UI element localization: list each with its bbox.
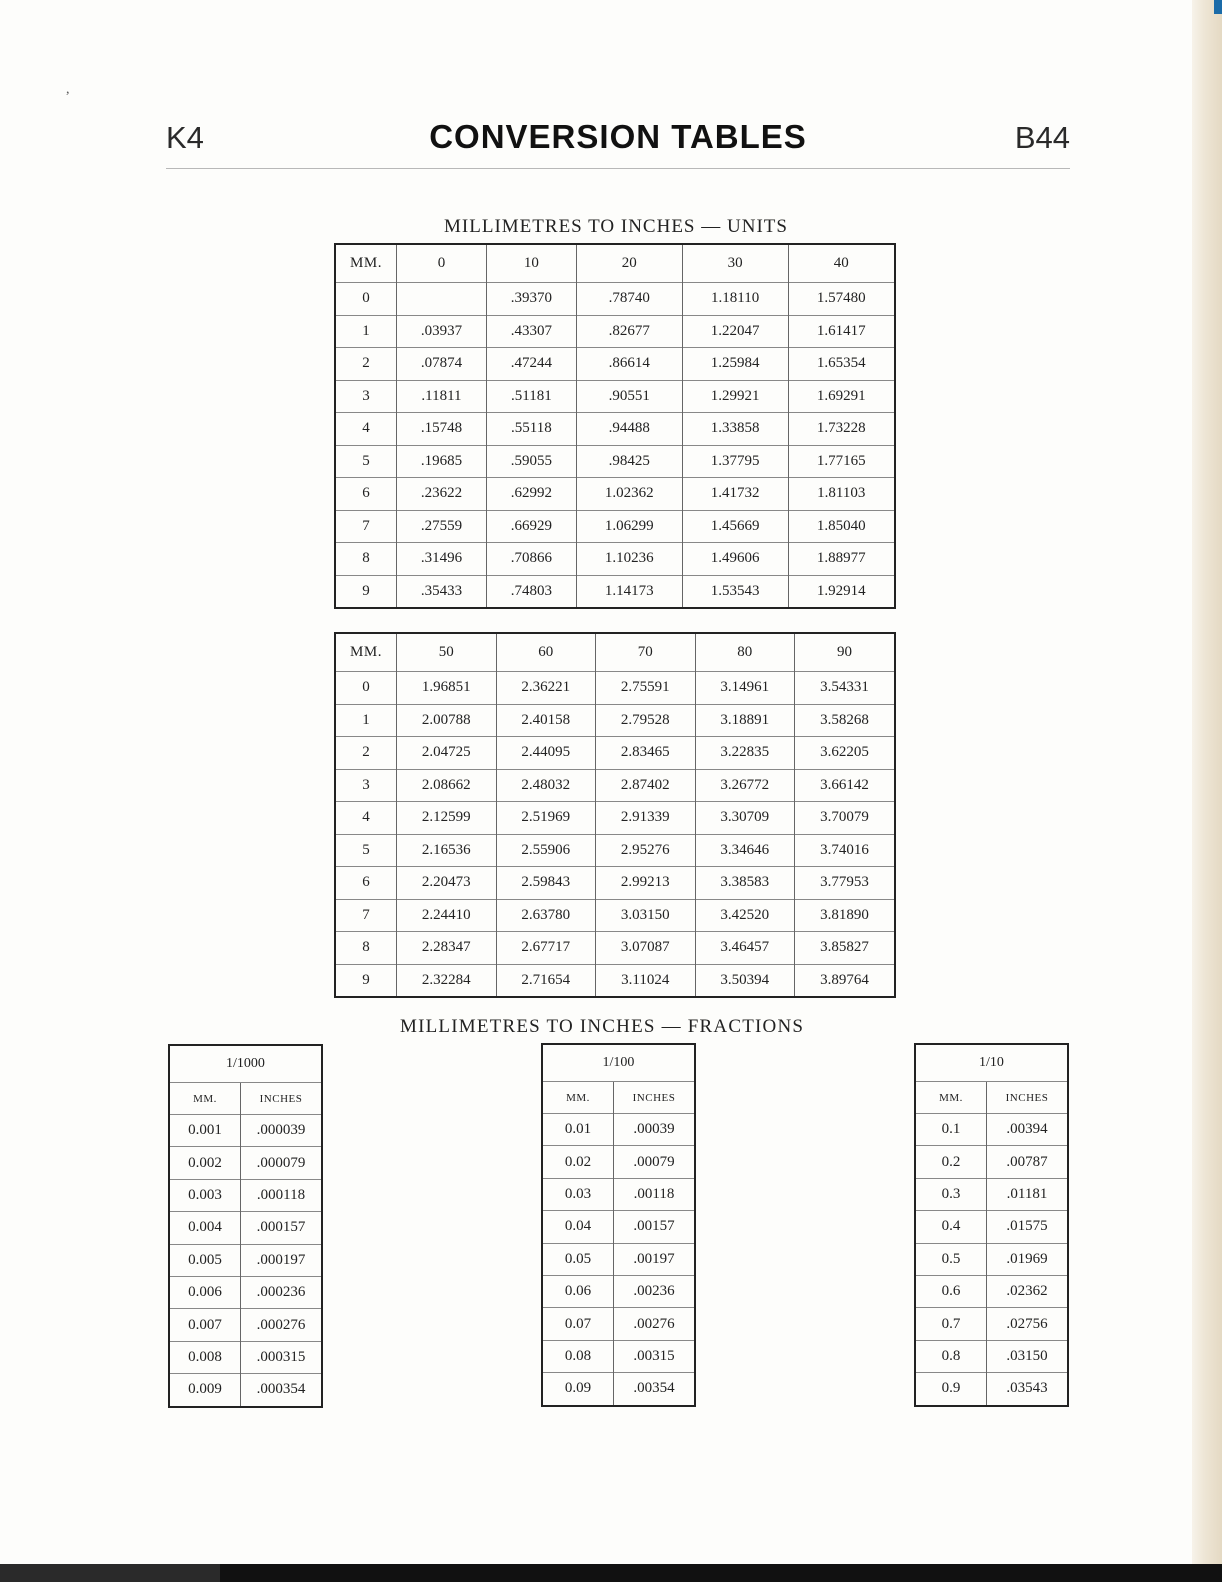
page-edge-mark — [1214, 0, 1222, 14]
inch-value-cell: 2.48032 — [496, 769, 596, 802]
inch-value-cell: .000157 — [241, 1212, 323, 1244]
inch-value-cell: .00354 — [614, 1373, 696, 1406]
table-row — [169, 1179, 322, 1211]
mm-value-cell: 0.002 — [169, 1147, 241, 1179]
inch-value-cell: .47244 — [486, 348, 576, 381]
mm-column-header: MM. — [915, 1082, 987, 1114]
table-row — [335, 932, 895, 965]
inch-value-cell: .11811 — [397, 380, 487, 413]
table-row — [335, 672, 895, 705]
inch-value-cell: 1.10236 — [576, 543, 682, 576]
inches-column-header: INCHES — [987, 1082, 1069, 1114]
inch-value-cell: 1.29921 — [682, 380, 788, 413]
inch-value-cell: .23622 — [397, 478, 487, 511]
mm-column-header: MM. — [169, 1083, 241, 1115]
inch-value-cell: 1.18110 — [682, 283, 788, 316]
inch-value-cell: .66929 — [486, 510, 576, 543]
mm-column-header: MM. — [335, 244, 397, 283]
inch-value-cell: 1.49606 — [682, 543, 788, 576]
mm-value-cell: 0.5 — [915, 1243, 987, 1275]
inch-value-cell: 2.20473 — [397, 867, 497, 900]
column-header: 90 — [795, 633, 896, 672]
table-row — [915, 1211, 1068, 1243]
inch-value-cell: .00276 — [614, 1308, 696, 1340]
inch-value-cell: .00315 — [614, 1340, 696, 1372]
table-row — [542, 1178, 695, 1210]
row-mm-value: 6 — [335, 478, 397, 511]
inch-value-cell: .70866 — [486, 543, 576, 576]
table-row — [915, 1114, 1068, 1146]
inch-value-cell: .86614 — [576, 348, 682, 381]
mm-column-header: MM. — [335, 633, 397, 672]
page-title: CONVERSION TABLES — [429, 118, 807, 155]
inch-value-cell: 3.81890 — [795, 899, 896, 932]
row-mm-value: 3 — [335, 769, 397, 802]
mm-value-cell: 0.005 — [169, 1244, 241, 1276]
mm-value-cell: 0.7 — [915, 1308, 987, 1340]
inch-value-cell: 1.77165 — [788, 445, 895, 478]
page-code: B44 — [1014, 120, 1070, 155]
inch-value-cell: 2.95276 — [596, 834, 696, 867]
inch-value-cell: .00039 — [614, 1114, 696, 1146]
inch-value-cell: .01969 — [987, 1243, 1069, 1275]
inch-value-cell: 2.08662 — [397, 769, 497, 802]
inch-value-cell: 2.55906 — [496, 834, 596, 867]
units-table-50-99 — [334, 632, 896, 998]
mm-value-cell: 0.007 — [169, 1309, 241, 1341]
table-row — [335, 802, 895, 835]
mm-value-cell: 0.3 — [915, 1178, 987, 1210]
mm-value-cell: 0.04 — [542, 1211, 614, 1243]
inch-value-cell: 2.00788 — [397, 704, 497, 737]
fraction-title: 1/100 — [542, 1044, 695, 1082]
inch-value-cell: .55118 — [486, 413, 576, 446]
inch-value-cell: .51181 — [486, 380, 576, 413]
mm-value-cell: 0.2 — [915, 1146, 987, 1178]
inch-value-cell: .00079 — [614, 1146, 696, 1178]
scan-speck: , — [66, 82, 70, 97]
row-mm-value: 3 — [335, 380, 397, 413]
row-mm-value: 9 — [335, 575, 397, 608]
inch-value-cell: .59055 — [486, 445, 576, 478]
table-row — [169, 1309, 322, 1341]
inch-value-cell: 3.14961 — [695, 672, 795, 705]
fraction-table-thousandths — [168, 1044, 323, 1408]
table-row — [335, 704, 895, 737]
mm-value-cell: 0.03 — [542, 1178, 614, 1210]
mm-value-cell: 0.006 — [169, 1276, 241, 1308]
table-row — [335, 543, 895, 576]
mm-value-cell: 0.08 — [542, 1340, 614, 1372]
inch-value-cell: 1.81103 — [788, 478, 895, 511]
inch-value-cell: 3.50394 — [695, 964, 795, 997]
table-row — [335, 834, 895, 867]
inch-value-cell: .01575 — [987, 1211, 1069, 1243]
mm-value-cell: 0.06 — [542, 1275, 614, 1307]
inch-value-cell: .07874 — [397, 348, 487, 381]
table-row — [335, 964, 895, 997]
inch-value-cell: .43307 — [486, 315, 576, 348]
inch-value-cell: .15748 — [397, 413, 487, 446]
inch-value-cell: 1.33858 — [682, 413, 788, 446]
inch-value-cell: 1.57480 — [788, 283, 895, 316]
inch-value-cell: 1.02362 — [576, 478, 682, 511]
inch-value-cell: .000039 — [241, 1115, 323, 1147]
inch-value-cell: .62992 — [486, 478, 576, 511]
inches-column-header: INCHES — [614, 1082, 696, 1114]
inch-value-cell: .00787 — [987, 1146, 1069, 1178]
inch-value-cell: 1.22047 — [682, 315, 788, 348]
inches-column-header: INCHES — [241, 1083, 323, 1115]
table-row — [542, 1275, 695, 1307]
row-mm-value: 2 — [335, 348, 397, 381]
fraction-title-row — [169, 1045, 322, 1083]
page-header — [166, 108, 1070, 169]
header-row — [335, 244, 895, 283]
table-row — [915, 1178, 1068, 1210]
header-row — [335, 633, 895, 672]
table-row — [169, 1212, 322, 1244]
table-row — [335, 737, 895, 770]
row-mm-value: 6 — [335, 867, 397, 900]
row-mm-value: 0 — [335, 283, 397, 316]
inch-value-cell: .000354 — [241, 1374, 323, 1407]
inch-value-cell: 3.66142 — [795, 769, 896, 802]
inch-value-cell: .000118 — [241, 1179, 323, 1211]
inch-value-cell: .82677 — [576, 315, 682, 348]
inch-value-cell: 2.67717 — [496, 932, 596, 965]
column-header: 80 — [695, 633, 795, 672]
table-row — [915, 1308, 1068, 1340]
inch-value-cell: 2.44095 — [496, 737, 596, 770]
table-row — [915, 1373, 1068, 1406]
fraction-title-row — [542, 1044, 695, 1082]
inch-value-cell: .00118 — [614, 1178, 696, 1210]
table-row — [335, 445, 895, 478]
mm-column-header: MM. — [542, 1082, 614, 1114]
table-row — [335, 478, 895, 511]
mm-value-cell: 0.8 — [915, 1340, 987, 1372]
table-row — [542, 1373, 695, 1406]
inch-value-cell: 2.12599 — [397, 802, 497, 835]
inch-value-cell: .03937 — [397, 315, 487, 348]
inch-value-cell: .000236 — [241, 1276, 323, 1308]
inch-value-cell: 1.69291 — [788, 380, 895, 413]
column-header: 10 — [486, 244, 576, 283]
inch-value-cell: 3.07087 — [596, 932, 696, 965]
inch-value-cell: .35433 — [397, 575, 487, 608]
inch-value-cell: .27559 — [397, 510, 487, 543]
fraction-title-row — [915, 1044, 1068, 1082]
table-row — [915, 1146, 1068, 1178]
inch-value-cell: 3.54331 — [795, 672, 896, 705]
section-code: K4 — [166, 120, 204, 155]
row-mm-value: 0 — [335, 672, 397, 705]
fraction-title: 1/10 — [915, 1044, 1068, 1082]
mm-value-cell: 0.008 — [169, 1341, 241, 1373]
table-row — [915, 1243, 1068, 1275]
fractions-caption: MILLIMETRES TO INCHES — FRACTIONS — [400, 1016, 805, 1037]
units-table-0-49 — [334, 243, 896, 609]
column-header: 60 — [496, 633, 596, 672]
mm-value-cell: 0.003 — [169, 1179, 241, 1211]
inch-value-cell: 2.87402 — [596, 769, 696, 802]
inch-value-cell: 3.22835 — [695, 737, 795, 770]
column-header: 50 — [397, 633, 497, 672]
table-row — [169, 1115, 322, 1147]
table-row — [169, 1147, 322, 1179]
inch-value-cell: 2.40158 — [496, 704, 596, 737]
inch-value-cell: 3.89764 — [795, 964, 896, 997]
inch-value-cell: .19685 — [397, 445, 487, 478]
inch-value-cell: .98425 — [576, 445, 682, 478]
inch-value-cell: 3.18891 — [695, 704, 795, 737]
mm-value-cell: 0.9 — [915, 1373, 987, 1406]
inch-value-cell: .000079 — [241, 1147, 323, 1179]
table-row — [335, 867, 895, 900]
row-mm-value: 1 — [335, 704, 397, 737]
table-row — [335, 380, 895, 413]
inch-value-cell: 1.92914 — [788, 575, 895, 608]
inch-value-cell: .94488 — [576, 413, 682, 446]
inch-value-cell: 3.62205 — [795, 737, 896, 770]
inch-value-cell: 3.42520 — [695, 899, 795, 932]
mm-value-cell: 0.009 — [169, 1374, 241, 1407]
inch-value-cell: 3.58268 — [795, 704, 896, 737]
inch-value-cell: 2.28347 — [397, 932, 497, 965]
inch-value-cell: 3.46457 — [695, 932, 795, 965]
table-row — [915, 1275, 1068, 1307]
inch-value-cell: 2.51969 — [496, 802, 596, 835]
inch-value-cell: 3.26772 — [695, 769, 795, 802]
inch-value-cell: 1.41732 — [682, 478, 788, 511]
inch-value-cell: 1.96851 — [397, 672, 497, 705]
inch-value-cell: .00236 — [614, 1275, 696, 1307]
inch-value-cell: 3.70079 — [795, 802, 896, 835]
inch-value-cell: 1.53543 — [682, 575, 788, 608]
inch-value-cell: 2.16536 — [397, 834, 497, 867]
table-row — [169, 1341, 322, 1373]
table-row — [335, 413, 895, 446]
inch-value-cell: .000276 — [241, 1309, 323, 1341]
mm-value-cell: 0.4 — [915, 1211, 987, 1243]
inch-value-cell: 3.74016 — [795, 834, 896, 867]
mm-value-cell: 0.09 — [542, 1373, 614, 1406]
inch-value-cell: 2.83465 — [596, 737, 696, 770]
inch-value-cell: 2.04725 — [397, 737, 497, 770]
fraction-table-hundredths — [541, 1043, 696, 1407]
inch-value-cell: 2.59843 — [496, 867, 596, 900]
inch-value-cell: 3.85827 — [795, 932, 896, 965]
inch-value-cell: .78740 — [576, 283, 682, 316]
inch-value-cell: 2.32284 — [397, 964, 497, 997]
inch-value-cell: .02756 — [987, 1308, 1069, 1340]
row-mm-value: 5 — [335, 834, 397, 867]
inch-value-cell: 1.65354 — [788, 348, 895, 381]
column-header-row — [915, 1082, 1068, 1114]
inch-value-cell: 1.25984 — [682, 348, 788, 381]
row-mm-value: 2 — [335, 737, 397, 770]
table-row — [335, 315, 895, 348]
inch-value-cell: .00157 — [614, 1211, 696, 1243]
mm-value-cell: 0.02 — [542, 1146, 614, 1178]
table-row — [542, 1146, 695, 1178]
inch-value-cell: 1.88977 — [788, 543, 895, 576]
inch-value-cell: 1.14173 — [576, 575, 682, 608]
column-header: 40 — [788, 244, 895, 283]
units-caption: MILLIMETRES TO INCHES — UNITS — [444, 216, 788, 237]
inch-value-cell: 2.63780 — [496, 899, 596, 932]
mm-value-cell: 0.01 — [542, 1114, 614, 1146]
inch-value-cell: .00197 — [614, 1243, 696, 1275]
table-row — [335, 899, 895, 932]
table-row — [335, 575, 895, 608]
row-mm-value: 8 — [335, 932, 397, 965]
row-mm-value: 4 — [335, 413, 397, 446]
table-row — [169, 1276, 322, 1308]
inch-value-cell: 1.61417 — [788, 315, 895, 348]
row-mm-value: 7 — [335, 899, 397, 932]
row-mm-value: 5 — [335, 445, 397, 478]
inch-value-cell: .01181 — [987, 1178, 1069, 1210]
row-mm-value: 8 — [335, 543, 397, 576]
inch-value-cell: 2.24410 — [397, 899, 497, 932]
mm-value-cell: 0.004 — [169, 1212, 241, 1244]
table-row — [169, 1244, 322, 1276]
mm-value-cell: 0.1 — [915, 1114, 987, 1146]
inch-value-cell: .00394 — [987, 1114, 1069, 1146]
inch-value-cell: 2.36221 — [496, 672, 596, 705]
column-header-row — [169, 1083, 322, 1115]
inch-value-cell: 1.73228 — [788, 413, 895, 446]
inch-value-cell: .90551 — [576, 380, 682, 413]
mm-value-cell: 0.07 — [542, 1308, 614, 1340]
table-row — [169, 1374, 322, 1407]
row-mm-value: 1 — [335, 315, 397, 348]
table-row — [542, 1211, 695, 1243]
inch-value-cell: 3.38583 — [695, 867, 795, 900]
inch-value-cell: 3.03150 — [596, 899, 696, 932]
table-row — [542, 1114, 695, 1146]
column-header: 70 — [596, 633, 696, 672]
row-mm-value: 7 — [335, 510, 397, 543]
table-row — [335, 348, 895, 381]
inch-value-cell: 1.06299 — [576, 510, 682, 543]
table-row — [335, 510, 895, 543]
column-header-row — [542, 1082, 695, 1114]
table-row — [915, 1340, 1068, 1372]
inch-value-cell — [397, 283, 487, 316]
row-mm-value: 4 — [335, 802, 397, 835]
bottom-shadow — [0, 1564, 1222, 1582]
mm-value-cell: 0.001 — [169, 1115, 241, 1147]
inch-value-cell: 3.30709 — [695, 802, 795, 835]
inch-value-cell: 2.75591 — [596, 672, 696, 705]
inch-value-cell: .03543 — [987, 1373, 1069, 1406]
inch-value-cell: .02362 — [987, 1275, 1069, 1307]
inch-value-cell: .03150 — [987, 1340, 1069, 1372]
mm-value-cell: 0.05 — [542, 1243, 614, 1275]
table-row — [335, 769, 895, 802]
inch-value-cell: 2.71654 — [496, 964, 596, 997]
inch-value-cell: .74803 — [486, 575, 576, 608]
inch-value-cell: .000315 — [241, 1341, 323, 1373]
table-row — [542, 1243, 695, 1275]
table-row — [542, 1340, 695, 1372]
inch-value-cell: 3.11024 — [596, 964, 696, 997]
inch-value-cell: .31496 — [397, 543, 487, 576]
fraction-title: 1/1000 — [169, 1045, 322, 1083]
inch-value-cell: .000197 — [241, 1244, 323, 1276]
inch-value-cell: 2.79528 — [596, 704, 696, 737]
table-row — [542, 1308, 695, 1340]
row-mm-value: 9 — [335, 964, 397, 997]
table-row — [335, 283, 895, 316]
inch-value-cell: 3.77953 — [795, 867, 896, 900]
column-header: 20 — [576, 244, 682, 283]
inch-value-cell: 1.45669 — [682, 510, 788, 543]
inch-value-cell: 1.37795 — [682, 445, 788, 478]
mm-value-cell: 0.6 — [915, 1275, 987, 1307]
inch-value-cell: 1.85040 — [788, 510, 895, 543]
inch-value-cell: .39370 — [486, 283, 576, 316]
inch-value-cell: 2.91339 — [596, 802, 696, 835]
inch-value-cell: 3.34646 — [695, 834, 795, 867]
fraction-table-tenths — [914, 1043, 1069, 1407]
column-header: 30 — [682, 244, 788, 283]
column-header: 0 — [397, 244, 487, 283]
inch-value-cell: 2.99213 — [596, 867, 696, 900]
